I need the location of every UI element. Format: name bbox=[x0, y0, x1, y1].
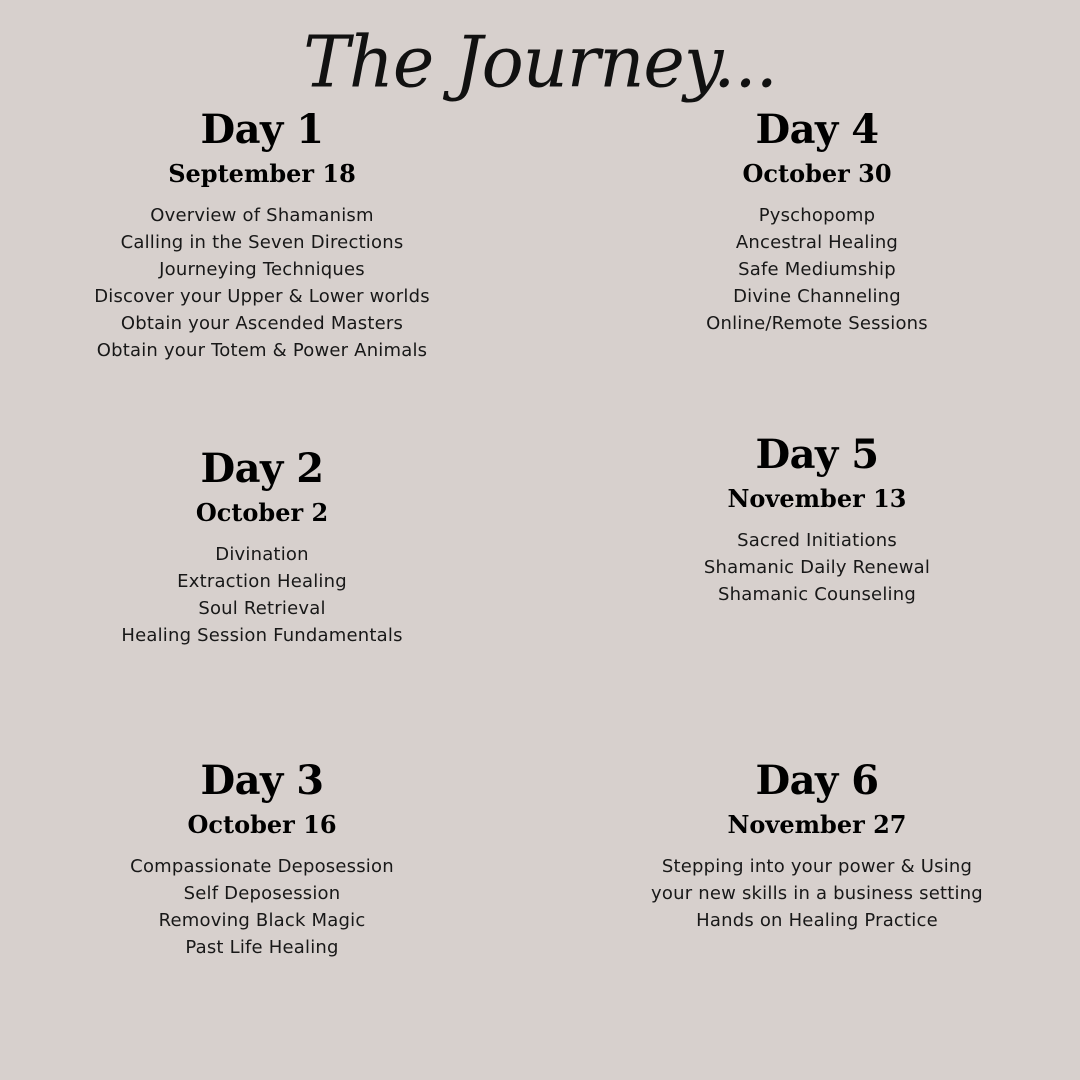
topic-item: Shamanic Daily Renewal bbox=[703, 557, 931, 578]
topic-item: Self Deposession bbox=[183, 883, 341, 904]
topic-item: Obtain your Totem & Power Animals bbox=[96, 340, 428, 361]
day-1-section bbox=[2, 104, 522, 364]
topic-item: Compassionate Deposession bbox=[130, 856, 394, 877]
topic-item: Ancestral Healing bbox=[735, 232, 899, 253]
topic-item: Divination bbox=[215, 544, 309, 565]
topic-item: Journeying Techniques bbox=[159, 259, 365, 280]
topic-item: Discover your Upper & Lower worlds bbox=[94, 286, 430, 307]
day-3-heading: Day 3 bbox=[200, 757, 324, 804]
day-2-heading: Day 2 bbox=[200, 445, 324, 492]
day-5-heading: Day 5 bbox=[755, 431, 879, 478]
day-6-heading: Day 6 bbox=[755, 757, 879, 804]
day-1-topic-list bbox=[2, 202, 522, 364]
topic-item: Overview of Shamanism bbox=[150, 205, 374, 226]
day-3-date: October 16 bbox=[187, 810, 337, 839]
day-5-date: November 13 bbox=[727, 484, 907, 513]
day-1-date: September 18 bbox=[168, 159, 356, 188]
day-4-date: October 30 bbox=[742, 159, 892, 188]
day-6-topic-list bbox=[557, 853, 1077, 934]
topic-item: Sacred Initiations bbox=[737, 530, 897, 551]
topic-item: Hands on Healing Practice bbox=[696, 910, 938, 931]
day-2-topic-list bbox=[2, 541, 522, 649]
day-6-section bbox=[557, 755, 1077, 934]
day-5-topic-list bbox=[557, 527, 1077, 608]
day-6-date: November 27 bbox=[727, 810, 907, 839]
topic-item: Shamanic Counseling bbox=[718, 584, 916, 605]
topic-item: Healing Session Fundamentals bbox=[121, 625, 403, 646]
topic-item: Removing Black Magic bbox=[158, 910, 366, 931]
topic-item: Soul Retrieval bbox=[198, 598, 326, 619]
page-title: The Journey... bbox=[303, 20, 777, 104]
day-5-section bbox=[557, 429, 1077, 608]
day-4-topic-list bbox=[557, 202, 1077, 337]
topic-item: Divine Channeling bbox=[733, 286, 901, 307]
topic-item: Extraction Healing bbox=[177, 571, 347, 592]
topic-item: Safe Mediumship bbox=[738, 259, 896, 280]
day-3-topic-list bbox=[2, 853, 522, 961]
topic-item: Online/Remote Sessions bbox=[706, 313, 928, 334]
topic-item: Past Life Healing bbox=[185, 937, 339, 958]
day-3-section bbox=[2, 755, 522, 961]
topic-item: Calling in the Seven Directions bbox=[120, 232, 404, 253]
day-4-section bbox=[557, 104, 1077, 337]
topic-item: Stepping into your power & Using bbox=[661, 856, 973, 877]
day-2-date: October 2 bbox=[195, 498, 329, 527]
day-4-heading: Day 4 bbox=[755, 106, 879, 153]
day-1-heading: Day 1 bbox=[200, 106, 324, 153]
topic-item: Obtain your Ascended Masters bbox=[120, 313, 404, 334]
topic-item: Pyschopomp bbox=[758, 205, 876, 226]
day-2-section bbox=[2, 443, 522, 649]
topic-item: your new skills in a business setting bbox=[651, 883, 983, 904]
